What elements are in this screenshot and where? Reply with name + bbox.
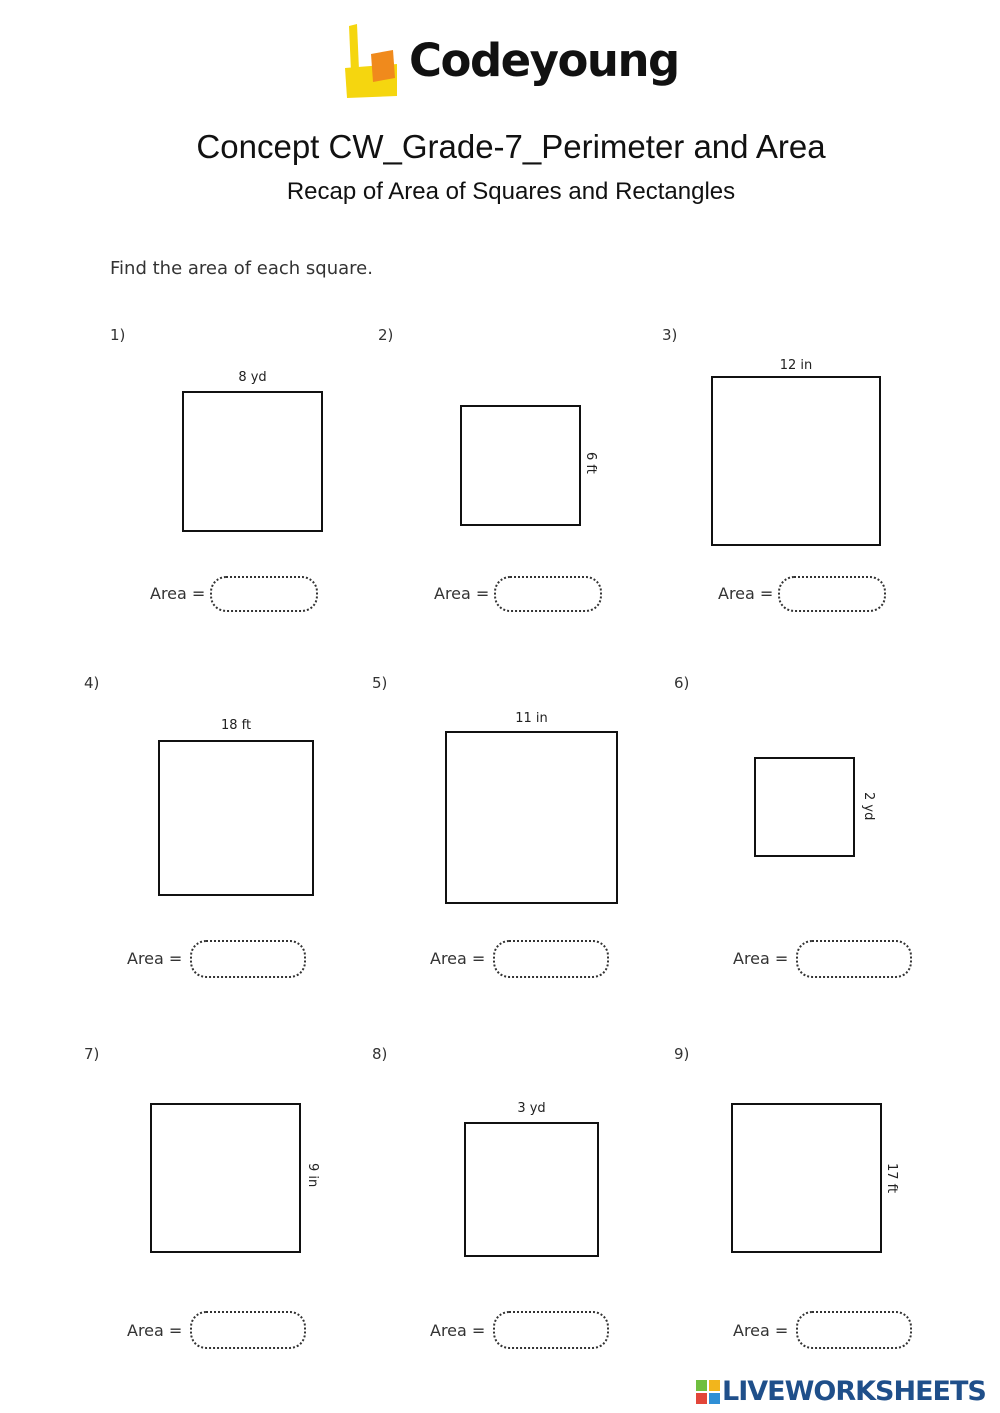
problem-7-square <box>150 1103 301 1253</box>
problem-5-area-label: Area = <box>430 949 486 968</box>
page-title: Concept CW_Grade-7_Perimeter and Area <box>196 128 826 165</box>
problem-3-number: 3) <box>662 326 678 344</box>
problem-8-number: 8) <box>372 1045 388 1063</box>
problem-9-answer-input[interactable] <box>796 1311 912 1349</box>
problem-5-answer-input[interactable] <box>493 940 609 978</box>
problem-7-answer-input[interactable] <box>190 1311 306 1349</box>
liveworksheets-logo-icon <box>696 1380 720 1404</box>
problem-1-side-label: 8 yd <box>238 370 267 385</box>
problem-4-answer-input[interactable] <box>190 940 306 978</box>
problem-9-square <box>731 1103 882 1253</box>
problem-9-number: 9) <box>674 1045 690 1063</box>
problem-2-square <box>460 405 581 526</box>
problem-4-square <box>158 740 314 896</box>
problem-9-side-label: 17 ft <box>884 1163 899 1194</box>
problem-8-square <box>464 1122 599 1257</box>
problem-4-area-label: Area = <box>127 949 183 968</box>
problem-2-number: 2) <box>378 326 394 344</box>
problem-5-side-label: 11 in <box>515 711 548 726</box>
problem-1-answer-input[interactable] <box>210 576 318 612</box>
problem-5-square <box>445 731 618 904</box>
problem-6-square <box>754 757 855 857</box>
liveworksheets-watermark <box>696 1374 996 1410</box>
problem-8-answer-input[interactable] <box>493 1311 609 1349</box>
codeyoung-logo-mark-icon <box>343 24 399 98</box>
problem-2-area-label: Area = <box>434 584 490 603</box>
problem-3-area-label: Area = <box>718 584 774 603</box>
problem-7-side-label: 9 in <box>305 1163 320 1188</box>
problem-4-number: 4) <box>84 674 100 692</box>
problem-7-area-label: Area = <box>127 1321 183 1340</box>
problem-9-area-label: Area = <box>733 1321 789 1340</box>
page-subtitle: Recap of Area of Squares and Rectangles <box>286 178 736 205</box>
problem-1-area-label: Area = <box>150 584 206 603</box>
problem-3-side-label: 12 in <box>779 358 813 373</box>
problem-2-side-label: 6 ft <box>583 452 598 474</box>
problem-5-number: 5) <box>372 674 388 692</box>
brand-name: Codeyoung <box>409 34 679 87</box>
problem-6-side-label: 2 yd <box>861 792 876 821</box>
problem-8-side-label: 3 yd <box>517 1101 546 1116</box>
problem-4-side-label: 18 ft <box>220 718 252 733</box>
instruction-text: Find the area of each square. <box>110 258 373 279</box>
problem-3-square <box>711 376 881 546</box>
problem-2-answer-input[interactable] <box>494 576 602 612</box>
watermark-text: LIVEWORKSHEETS <box>722 1376 986 1407</box>
problem-1-number: 1) <box>110 326 126 344</box>
problem-1-square <box>182 391 323 532</box>
codeyoung-logo <box>343 22 683 104</box>
problem-7-number: 7) <box>84 1045 100 1063</box>
problem-6-number: 6) <box>674 674 690 692</box>
problem-8-area-label: Area = <box>430 1321 486 1340</box>
problem-3-answer-input[interactable] <box>778 576 886 612</box>
problem-6-area-label: Area = <box>733 949 789 968</box>
problem-6-answer-input[interactable] <box>796 940 912 978</box>
